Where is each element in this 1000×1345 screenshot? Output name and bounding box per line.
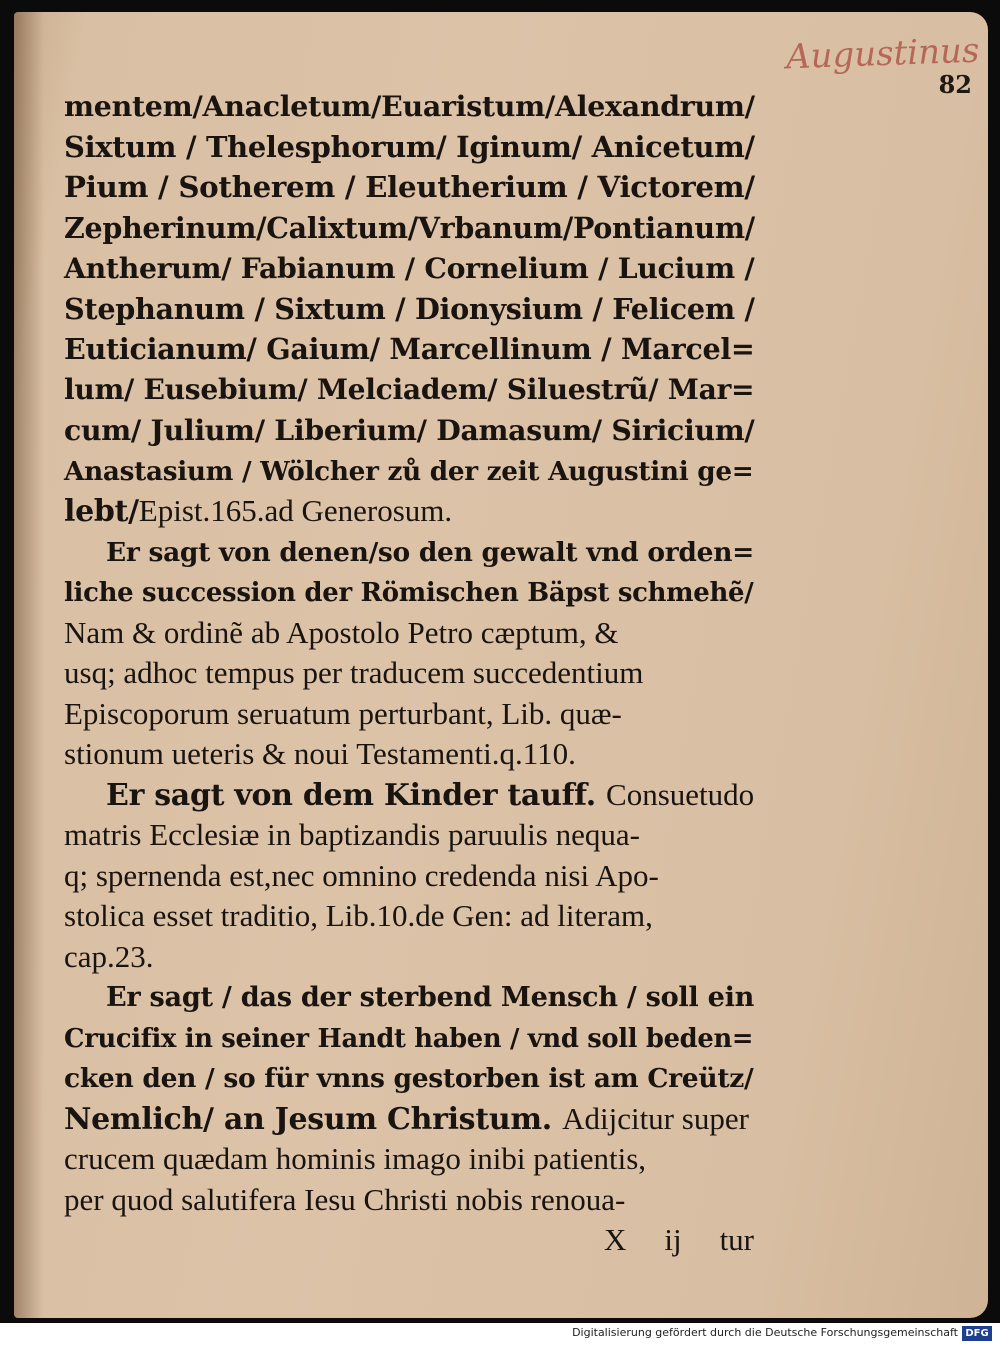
- latin-text: Episcoporum seruatum perturbant, Lib. quæ-: [64, 695, 622, 731]
- blackletter-text: lum/ Eusebium/ Melciadem/ Siluestrũ/ Mar=: [64, 372, 755, 406]
- catchword-signature-number: ij: [664, 1222, 682, 1257]
- latin-text: matris Ecclesiæ in baptizandis paruulis nequa-: [64, 817, 640, 852]
- text-line: [64, 1018, 759, 1059]
- text-line: [64, 694, 759, 735]
- blackletter-text: mentem/Anacletum/Euaristum/Alexandrum/: [64, 89, 755, 123]
- funding-credit: Digitalisierung gefördert durch die Deutsche Forschungsgemeinschaft: [572, 1326, 958, 1339]
- text-line: [64, 734, 759, 775]
- latin-text: Nam & ordinẽ ab Apostolo Petro cæptum, &: [64, 614, 619, 650]
- blackletter-text: liche succession der Römischen Bäpst schmehẽ/: [64, 578, 754, 608]
- text-line: [64, 653, 759, 694]
- blackletter-text: Zepherinum/Calixtum/Vrbanum/Pontianum/: [64, 210, 755, 245]
- text-line: [64, 1139, 759, 1180]
- blackletter-text: Stephanum / Sixtum / Dionysium / Felicem /: [64, 291, 755, 326]
- blackletter-text: Antherum/ Fabianum / Cornelium / Lucium /: [64, 251, 755, 285]
- text-line: [64, 248, 759, 289]
- text-line: [64, 208, 759, 249]
- folio-number: 82: [938, 70, 972, 99]
- blackletter-text: lebt/: [64, 494, 139, 529]
- latin-text: cap.23.: [64, 938, 154, 974]
- latin-text: Epist.165.ad Generosum.: [138, 493, 453, 528]
- text-line: [64, 451, 759, 492]
- text-line: [64, 491, 759, 532]
- text-line: [64, 572, 759, 613]
- blackletter-text: cum/ Julium/ Liberium/ Damasum/ Siricium/: [64, 413, 755, 447]
- latin-text: Consuetudo: [606, 776, 755, 812]
- latin-text: q; spernenda est,nec omnino credenda nisi Apo-: [64, 857, 659, 893]
- text-line: [64, 775, 759, 816]
- catchword-word: tur: [719, 1222, 754, 1257]
- blackletter-text: Er sagt von denen/so den gewalt vnd orden=: [106, 536, 755, 568]
- latin-text: stionum ueteris & noui Testamenti.q.110.: [64, 736, 576, 771]
- text-line: [64, 289, 759, 330]
- latin-text: per quod salutifera Iesu Christi nobis renoua-: [64, 1181, 626, 1217]
- latin-text: stolica esset traditio, Lib.10.de Gen: ad literam,: [64, 898, 653, 933]
- blackletter-text: Crucifix in seiner Handt haben / vnd soll beden=: [64, 1023, 754, 1054]
- text-line: [64, 613, 759, 654]
- page-text-block: [64, 86, 759, 1261]
- catchword-signature: X: [603, 1222, 627, 1257]
- text-line: [64, 896, 759, 937]
- blackletter-text: Nemlich/ an Jesum Christum.: [64, 1101, 563, 1137]
- latin-text: usq; adhoc tempus per traducem succedentium: [64, 655, 644, 690]
- text-line: [64, 532, 759, 573]
- latin-text: crucem quædam hominis imago inibi patientis,: [64, 1141, 647, 1176]
- footer-bar: [0, 1323, 1000, 1345]
- blackletter-text: Euticianum/ Gaium/ Marcellinum / Marcel=: [64, 332, 755, 366]
- text-line: [64, 410, 759, 451]
- dfg-logo-icon: DFG: [962, 1326, 992, 1341]
- book-page: [14, 12, 988, 1318]
- blackletter-text: Anastasium / Wölcher zů der zeit Augustini ge=: [64, 455, 754, 487]
- text-line: [64, 86, 759, 127]
- text-line: [64, 167, 759, 208]
- margin-annotation: Augustinus: [785, 30, 980, 78]
- blackletter-text: Pium / Sotherem / Eleutherium / Victorem/: [64, 170, 755, 204]
- text-line: [64, 856, 759, 897]
- text-line: [64, 977, 759, 1018]
- text-line: [64, 1099, 759, 1140]
- blackletter-text: cken den / so für vnns gestorben ist am Creütz/: [64, 1063, 754, 1094]
- blackletter-text: Er sagt von dem Kinder tauff.: [106, 777, 607, 813]
- blackletter-text: Sixtum / Thelesphorum/ Iginum/ Anicetum/: [64, 129, 755, 164]
- text-line: [64, 937, 759, 978]
- text-line: [64, 1058, 759, 1099]
- text-line: [64, 127, 759, 168]
- text-line: [64, 329, 759, 370]
- text-line: [64, 1180, 759, 1221]
- blackletter-text: Er sagt / das der sterbend Mensch / soll ein: [106, 981, 755, 1013]
- latin-text: Adijcitur super: [562, 1100, 749, 1136]
- catchword-line: [64, 1220, 759, 1261]
- text-line: [64, 370, 759, 411]
- text-line: [64, 815, 759, 856]
